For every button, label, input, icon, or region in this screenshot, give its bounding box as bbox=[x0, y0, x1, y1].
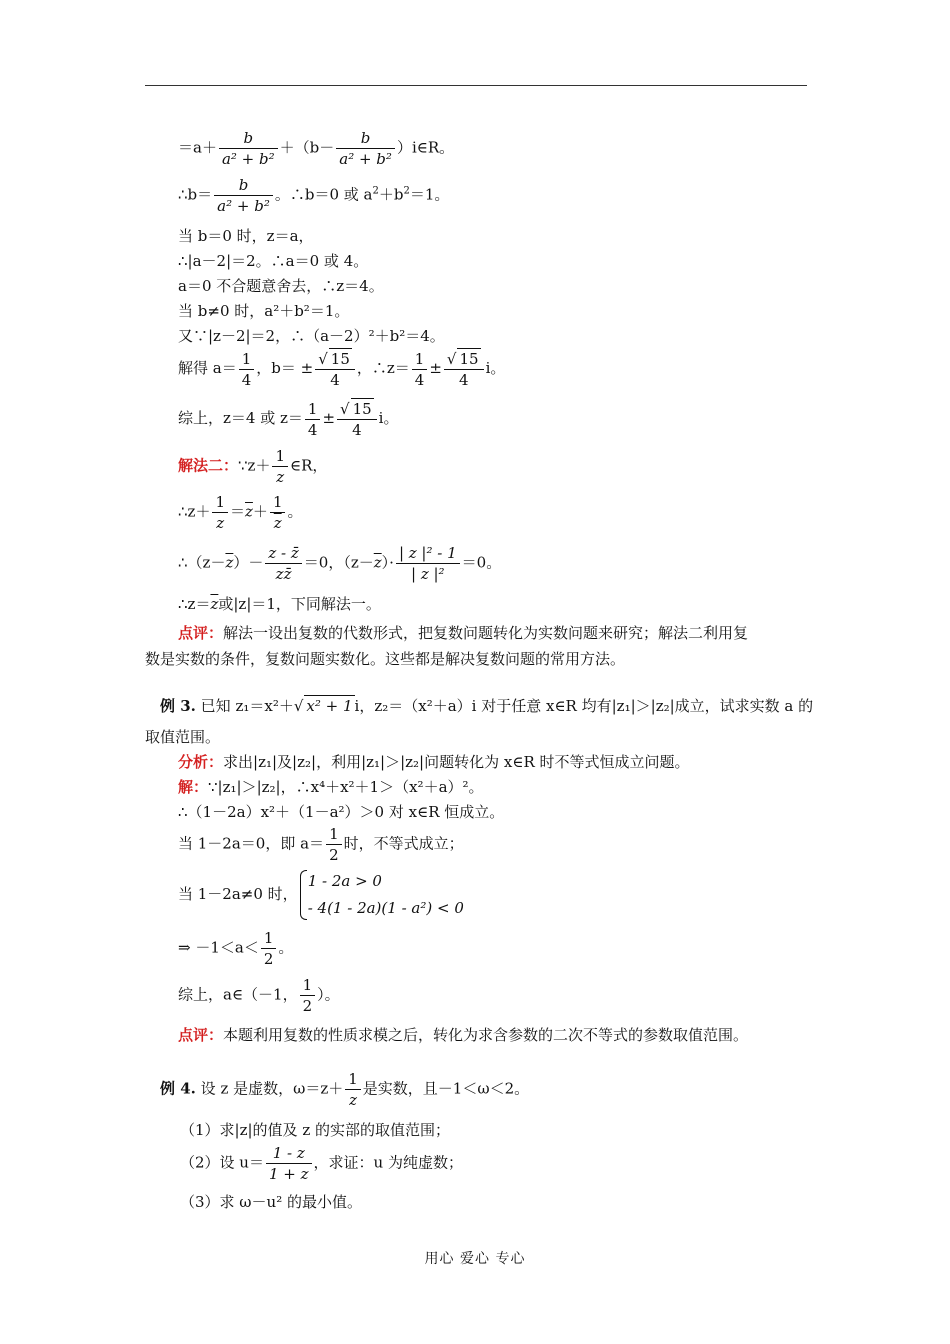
text: ＝a＋ bbox=[178, 138, 217, 157]
numerator: z - z̄ bbox=[265, 543, 301, 564]
text: 解得 a＝ bbox=[178, 359, 237, 377]
text: ）。 bbox=[317, 985, 340, 1004]
denominator: 2 bbox=[263, 950, 274, 968]
example-label: 例 4. bbox=[160, 1079, 196, 1098]
ex3-comment bbox=[178, 1025, 748, 1045]
text: 。 bbox=[278, 938, 294, 957]
sol1-line3: 当 b＝0 时，z＝a， bbox=[178, 227, 314, 245]
inequality-system bbox=[298, 868, 464, 922]
inequality-2: - 4(1 - 2a)(1 - a²) < 0 bbox=[307, 899, 464, 917]
text: ）· bbox=[381, 553, 394, 572]
sol2-line2 bbox=[178, 492, 303, 533]
denominator: zz̄ bbox=[275, 565, 292, 583]
text: ）i∈R。 bbox=[396, 138, 455, 157]
ex3-sol2: ∴（1－2a）x²＋（1－a²）＞0 对 x∈R 恒成立。 bbox=[178, 803, 505, 821]
ex3-line2: 取值范围。 bbox=[145, 728, 221, 746]
header-rule bbox=[145, 85, 807, 86]
text: ＋b bbox=[378, 185, 404, 204]
analysis-label: 分析： bbox=[178, 753, 224, 771]
fraction bbox=[272, 446, 288, 487]
fraction bbox=[305, 399, 321, 440]
denominator: 4 bbox=[458, 371, 469, 389]
fraction bbox=[336, 128, 395, 169]
denominator: a² + b² bbox=[221, 150, 275, 168]
fraction: $\frac{√ 15}{4}$ bbox=[337, 398, 377, 440]
numerator: 1 bbox=[272, 446, 288, 467]
fraction bbox=[345, 1069, 361, 1110]
text: ∴z＝ bbox=[178, 595, 211, 613]
z-conjugate: $\overline{z}$ bbox=[225, 553, 234, 572]
text: 。∴b＝0 或 a bbox=[274, 185, 373, 204]
sol1-line8 bbox=[178, 348, 505, 390]
fraction bbox=[261, 928, 277, 969]
ex4-q1: （1）求|z|的值及 z 的实部的取值范围； bbox=[180, 1121, 450, 1139]
ex4-q2 bbox=[180, 1143, 463, 1184]
text: ，∴z＝ bbox=[356, 359, 410, 377]
text: ＋（b－ bbox=[279, 138, 335, 157]
numerator: 1 bbox=[345, 1069, 361, 1090]
fraction bbox=[219, 128, 278, 169]
example-label: 例 3. bbox=[160, 697, 196, 715]
sol1-line6: 当 b≠0 时，a²＋b²＝1。 bbox=[178, 302, 350, 320]
text: （2）设 u＝ bbox=[180, 1153, 264, 1172]
z-conjugate: $\overline{z}$ bbox=[373, 553, 382, 572]
denominator: 4 bbox=[241, 370, 252, 389]
text: 求出|z₁|及|z₂|，利用|z₁|＞|z₂|问题转化为 x∈R 时不等式恒成立问题。 bbox=[223, 753, 690, 771]
fraction bbox=[396, 543, 460, 584]
sol1-line5: a＝0 不合题意舍去，∴z＝4。 bbox=[178, 277, 384, 295]
sol2-line1 bbox=[178, 446, 327, 487]
text: ，求证：u 为纯虚数； bbox=[313, 1153, 463, 1172]
denominator: 4 bbox=[352, 421, 362, 439]
text: ∈R， bbox=[290, 456, 328, 475]
text: ∵z＋ bbox=[238, 456, 271, 475]
denominator: | z |² bbox=[411, 565, 445, 583]
fraction: $\frac{√ 15}{4}$ bbox=[315, 348, 355, 390]
denominator: z bbox=[273, 514, 282, 532]
comment-label: 点评： bbox=[178, 624, 224, 642]
numerator: 1 bbox=[261, 928, 277, 949]
text: 。 bbox=[287, 502, 303, 521]
sqrt-radicand: 15 bbox=[352, 400, 372, 418]
numerator: b bbox=[214, 175, 273, 196]
text: 当 1－2a＝0，即 a＝ bbox=[178, 834, 325, 853]
fraction bbox=[265, 543, 301, 584]
numerator: 1 bbox=[326, 824, 342, 845]
fraction bbox=[214, 175, 273, 216]
text: ＝0。 bbox=[461, 553, 502, 572]
ex3-sol4 bbox=[178, 868, 464, 922]
ex3-analysis bbox=[178, 752, 690, 772]
sol1-line9 bbox=[178, 398, 398, 440]
solution-label: 解： bbox=[178, 778, 209, 796]
fraction bbox=[212, 492, 228, 533]
z-conjugate: $\overline{z}$ bbox=[210, 595, 219, 613]
text: 综上，a∈（－1， bbox=[178, 985, 298, 1004]
text: ± bbox=[429, 359, 442, 377]
sqrt-radicand: 15 bbox=[330, 350, 350, 368]
text: ＝ bbox=[230, 502, 246, 521]
numerator: 1 bbox=[412, 349, 428, 370]
sqrt-radicand: 15 bbox=[459, 350, 479, 368]
text: ⇒ －1＜a＜ bbox=[178, 938, 259, 957]
fraction: $\frac{√ 15}{4}$ bbox=[444, 348, 484, 390]
sol2-line3 bbox=[178, 543, 501, 584]
numerator: b bbox=[219, 128, 278, 149]
text: 当 1－2a≠0 时， bbox=[178, 885, 298, 903]
text: ）－ bbox=[233, 553, 264, 572]
sol2-label: 解法二： bbox=[178, 456, 239, 475]
sol1-line1 bbox=[178, 128, 454, 169]
denominator: z bbox=[349, 1091, 357, 1109]
ex4-q3: （3）求 ω－u² 的最小值。 bbox=[180, 1193, 362, 1211]
text: i，z₂＝（x²＋a）i 对于任意 x∈R 均有|z₁|＞|z₂|成立，试求实数 a 的 bbox=[354, 697, 814, 715]
fraction bbox=[326, 824, 342, 865]
sol2-line4 bbox=[178, 594, 381, 614]
ex3-line1: 例 3. 已知 z₁＝x²＋√ x² + 1 i，z₂＝（x²＋a）i 对于任意 x∈R 均有|z₁|＞|z₂|成立，试求实数 a 的 bbox=[160, 697, 814, 715]
fraction bbox=[239, 349, 255, 390]
text: ＝0，（z－ bbox=[303, 553, 374, 572]
text: 综上，z＝4 或 z＝ bbox=[178, 409, 303, 427]
text: 时，不等式成立； bbox=[343, 834, 464, 853]
denominator: 4 bbox=[414, 370, 425, 389]
text: ＝1。 bbox=[409, 185, 450, 204]
denominator: 2 bbox=[329, 846, 339, 864]
fraction bbox=[270, 492, 286, 533]
text: 是实数，且－1＜ω＜2。 bbox=[362, 1079, 530, 1098]
sol1-line7: 又∵|z－2|＝2，∴（a－2）²＋b²＝4。 bbox=[178, 327, 445, 345]
sol1-line4: ∴|a－2|＝2。∴a＝0 或 4。 bbox=[178, 252, 369, 270]
denominator: a² + b² bbox=[217, 197, 270, 215]
text: 或|z|＝1，下同解法一。 bbox=[218, 595, 381, 613]
text: 本题利用复数的性质求模之后，转化为求含参数的二次不等式的参数取值范围。 bbox=[223, 1026, 749, 1044]
denominator: 4 bbox=[330, 371, 340, 389]
numerator: 1 - z bbox=[266, 1143, 312, 1164]
denominator: z bbox=[276, 468, 285, 486]
fraction bbox=[300, 975, 316, 1016]
inequality-1: 1 - 2a > 0 bbox=[307, 872, 382, 890]
denominator: 4 bbox=[307, 420, 318, 439]
text: ＋ bbox=[252, 502, 268, 521]
text: ∴z＋ bbox=[178, 502, 211, 521]
text: i。 bbox=[485, 359, 506, 377]
numerator: 1 bbox=[300, 975, 316, 996]
ex4-line1 bbox=[160, 1069, 529, 1110]
sqrt-radicand: x² + 1 bbox=[306, 697, 353, 715]
denominator: a² + b² bbox=[339, 150, 392, 168]
numerator: 1 bbox=[212, 492, 228, 513]
denominator: z bbox=[216, 514, 225, 532]
denominator: 1 + z bbox=[268, 1165, 309, 1183]
sol1-line2: ∴b＝ $\frac{b}{\text{a² + b²}}$ 。∴b＝0 或 $a^2+b^2=1$。 bbox=[178, 176, 450, 215]
numerator: 1 bbox=[239, 349, 255, 370]
ex3-sol1 bbox=[178, 777, 484, 797]
text: 已知 z₁＝x²＋ bbox=[200, 697, 294, 715]
comment-label: 点评： bbox=[178, 1026, 224, 1044]
text: 设 z 是虚数，ω＝z＋ bbox=[200, 1079, 344, 1098]
comment1-line2: 数是实数的条件，复数问题实数化。这些都是解决复数问题的常用方法。 bbox=[145, 650, 626, 668]
numerator: b bbox=[336, 128, 395, 149]
denominator: 2 bbox=[302, 997, 313, 1015]
numerator: 1 bbox=[270, 492, 286, 513]
text: i。 bbox=[378, 409, 399, 427]
text: ∴（z－ bbox=[178, 553, 226, 572]
numerator: 1 bbox=[305, 399, 321, 420]
page-footer: 用心 爱心 专心 bbox=[424, 1251, 526, 1267]
ex3-sol5 bbox=[178, 928, 293, 969]
ex3-sol6 bbox=[178, 975, 340, 1016]
text: ，b＝ ± bbox=[256, 359, 314, 377]
z-conjugate: $\overline{z}$ bbox=[245, 502, 253, 521]
text: ± bbox=[322, 409, 336, 427]
fraction bbox=[412, 349, 428, 390]
text: ∵|z₁|＞|z₂|，∴x⁴＋x²＋1＞（x²＋a）²。 bbox=[208, 778, 484, 796]
text: ∴b＝ bbox=[178, 185, 213, 204]
text: 解法一设出复数的代数形式，把复数问题转化为实数问题来研究；解法二利用复 bbox=[223, 624, 749, 642]
comment1-line1 bbox=[178, 623, 748, 643]
numerator: | z |² - 1 bbox=[396, 543, 460, 564]
fraction bbox=[266, 1143, 312, 1184]
ex3-sol3 bbox=[178, 824, 464, 865]
